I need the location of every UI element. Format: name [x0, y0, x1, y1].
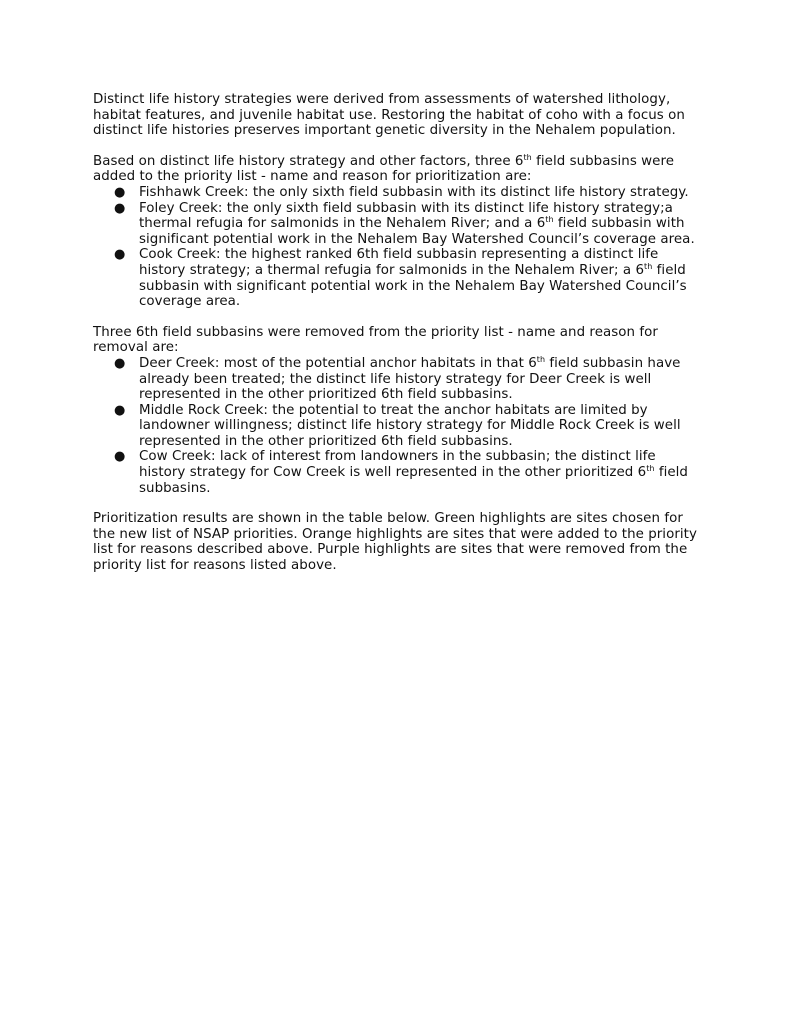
bullet-icon: ●: [114, 247, 126, 263]
intro-paragraph: Distinct life history strategies were derived from assessments of watershed lithology, habitat features, and juvenile habitat use. Restoring the habitat of coho with a focus on distinct life histories preserves important genetic diversity in the Nehalem population.: [93, 92, 685, 139]
results-paragraph: Prioritization results are shown in the table below. Green highlights are sites chosen for the new list of NSAP priorities. Orange highlights are sites that were added to the priority list for reasons described above. Purple highlights are sites that were removed from the priority list for reasons listed above.: [93, 511, 697, 574]
added-subbasins-section: [93, 154, 703, 310]
superscript: th: [644, 261, 653, 271]
list-item-fishhawk-creek: [93, 185, 703, 201]
removed-subbasins-section: [93, 325, 703, 497]
list-item-text: Deer Creek: most of the potential anchor habitats in that 6: [139, 355, 537, 371]
list-item-text: field subbasins.: [139, 465, 688, 496]
removed-subbasins-intro: Three 6th field subbasins were removed from the priority list - name and reason for removal are:: [93, 324, 658, 356]
list-item-cook-creek: [93, 247, 703, 309]
text-run: Based on distinct life history strategy and other factors, three 6: [93, 153, 524, 169]
bullet-icon: ●: [114, 402, 126, 418]
text-run: field subbasins were added to the priority list - name and reason for prioritization are:: [93, 153, 674, 185]
list-item-cow-creek: [93, 449, 703, 496]
list-item-text: Fishhawk Creek: the only sixth field subbasin with its distinct life history strategy.: [139, 184, 689, 200]
bullet-icon: ●: [114, 449, 126, 465]
bullet-icon: ●: [114, 184, 126, 200]
list-item-text: Foley Creek: the only sixth field subbasin with its distinct life history strategy;a thermal refugia for salmonids in the Nehalem River; and a 6: [139, 200, 673, 232]
list-item-text: field subbasin with significant potential work in the Nehalem Bay Watershed Council’s coverage area.: [139, 216, 695, 247]
bullet-icon: ●: [114, 355, 126, 371]
document-page: [93, 92, 703, 574]
superscript: th: [646, 464, 655, 474]
bullet-icon: ●: [114, 200, 126, 216]
list-item-text: Cow Creek: lack of interest from landowners in the subbasin; the distinct life history strategy for Cow Creek is well represented in the other prioritized 6: [139, 449, 656, 481]
list-item-text: Cook Creek: the highest ranked 6th field subbasin representing a distinct life history strategy; a thermal refugia for salmonids in the Nehalem River; a 6: [139, 247, 659, 278]
list-item-foley-creek: [93, 201, 703, 248]
added-subbasins-intro: [93, 154, 703, 185]
list-item-text: Middle Rock Creek: the potential to treat the anchor habitats are limited by landowner willingness; distinct life history strategy for Middle Rock Creek is well represented in the other prioritized 6th field subbasins.: [139, 402, 681, 449]
superscript: th: [536, 354, 546, 364]
added-subbasins-list: [93, 185, 703, 310]
removed-subbasins-list: [93, 356, 703, 496]
superscript: th: [523, 152, 532, 162]
list-item-text: field subbasin with significant potential work in the Nehalem Bay Watershed Council’s coverage area.: [139, 262, 687, 310]
superscript: th: [545, 215, 554, 225]
list-item-deer-creek: [93, 356, 703, 403]
list-item-middle-rock-creek: [93, 403, 703, 450]
list-item-text: field subbasin have already been treated; the distinct life history strategy for Deer Creek is well represented in the other prioritized 6th field subbasins.: [139, 355, 681, 403]
